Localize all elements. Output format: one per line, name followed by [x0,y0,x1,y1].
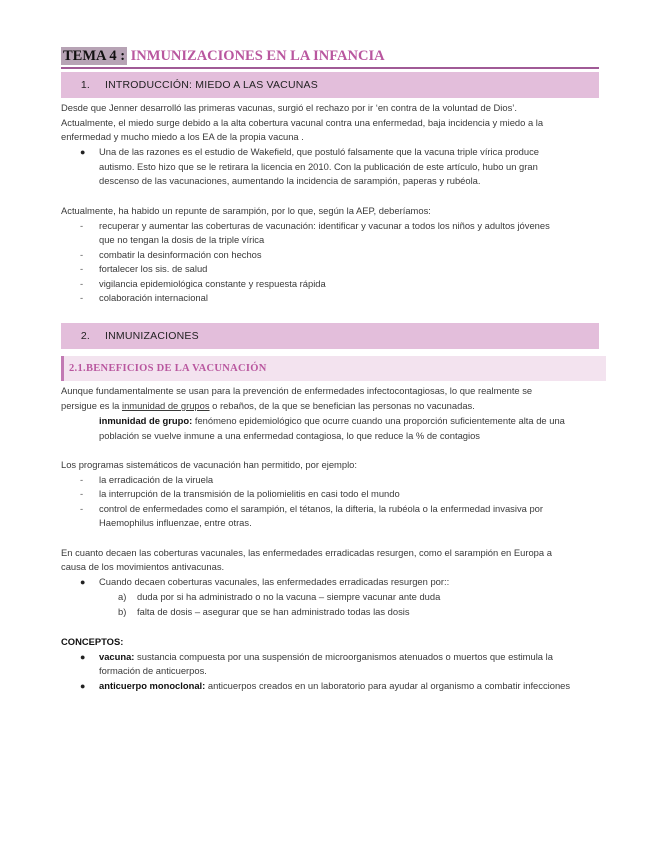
sub-item-text: falta de dosis – asegurar que se han administrado todas las dosis [137,606,410,617]
section-2-number: 2. [80,330,90,342]
concept-item: vacuna: sustancia compuesta por una suspensión de microorganismos atenuados o muertos que estimula la [99,651,553,662]
dash-marker: - [80,488,84,499]
concept-item: anticuerpo monoclonal: anticuerpos creados en un laboratorio para ayudar al organismo a combatir infecciones [99,680,571,691]
benefits-paragraph-line: Aunque fundamentalmente se usan para la prevención de enfermedades infectocontagiosas, lo que realmente se [61,385,533,396]
section-2-title: INMUNIZACIONES [105,330,199,342]
programs-list-item: Haemophilus influenzae, entre otras. [99,517,252,528]
aep-list-item: colaboración internacional [99,292,208,303]
programs-list-item: la interrupción de la transmisión de la poliomielitis en casi todo el mundo [99,488,400,499]
definition-line: inmunidad de grupo: fenómeno epidemiológico que ocurre cuando una proporción suficientemente alta de una [99,415,565,426]
aep-list-item: fortalecer los sis. de salud [99,263,208,274]
section-2-heading [61,323,599,349]
concept-term: vacuna: [99,651,135,662]
concept-item-continuation: formación de anticuerpos. [99,665,207,676]
bullet-icon: ● [80,652,86,662]
bullet-icon: ● [80,681,86,691]
coverage-bullet: Cuando decaen coberturas vacunales, las enfermedades erradicadas resurgen por:: [99,576,450,587]
intro-paragraph-line: enfermedad y mucho miedo a los EA de la propia vacuna . [61,131,304,142]
aep-list-item: que no tengan la dosis de la triple vírica [99,234,265,245]
sub-item-marker: a) [118,591,127,602]
programs-list-item: la erradicación de la viruela [99,474,214,485]
wakefield-bullet-line: Una de las razones es el estudio de Wakefield, que postuló falsamente que la vacuna triple vírica produce [99,146,540,157]
herd-immunity-term: inmunidad de grupos [121,400,210,411]
dash-marker: - [80,220,84,231]
coverage-paragraph-line: En cuanto decaen las coberturas vacunales, las enfermedades erradicadas resurgen, como el sarampión en Europa a [61,547,552,558]
intro-paragraph-line: Actualmente, el miedo surge debido a la alta cobertura vacunal contra una enfermedad, baja incidencia y miedo a la [61,117,544,128]
aep-list-item: vigilancia epidemiológica constante y respuesta rápida [99,278,326,289]
dash-marker: - [80,249,84,260]
subsection-2-1-heading: 2.1.BENEFICIOS DE LA VACUNACIÓN [61,356,606,381]
section-1-title: INTRODUCCIÓN: MIEDO A LAS VACUNAS [105,79,318,91]
bullet-icon: ● [80,147,86,157]
definition-line: población se vuelve inmune a una enfermedad contagiosa, lo que reduce la % de contagios [99,430,480,441]
dash-marker: - [80,278,84,289]
aep-list-item: combatir la desinformación con hechos [99,249,262,260]
benefits-paragraph-line: persigue es la inmunidad de grupos o rebaños, de la que se benefician las personas no vacunadas. [61,400,475,411]
definition-term: inmunidad de grupo: [99,415,193,426]
section-1-number: 1. [80,79,90,91]
dash-marker: - [80,263,84,274]
page-title [61,45,599,69]
title-text: INMUNIZACIONES EN LA INFANCIA [130,48,385,64]
aep-paragraph: Actualmente, ha habido un repunte de sarampión, por lo que, según la AEP, deberíamos: [61,205,431,216]
wakefield-bullet-line: autismo. Esto hizo que se le retirara la licencia en 2010. Con la publicación de este artículo, hubo un gran [99,161,538,172]
coverage-paragraph-line: causa de los movimientos antivacunas. [61,561,225,572]
sub-item-marker: b) [118,606,127,617]
concept-term: anticuerpo monoclonal: [99,680,206,691]
section-1-heading [61,72,599,98]
dash-marker: - [80,474,84,485]
wakefield-bullet-line: descenso de las vacunaciones, aumentando la incidencia de sarampión, paperas y rubéola. [99,175,481,186]
programs-list-item: control de enfermedades como el sarampión, el tétanos, la difteria, la rubéola o la enfermedad invasiva por [99,503,544,514]
title-number: TEMA 4 : [63,48,126,64]
programs-paragraph: Los programas sistemáticos de vacunación han permitido, por ejemplo: [61,459,357,470]
dash-marker: - [80,292,84,303]
bullet-icon: ● [80,577,86,587]
dash-marker: - [80,503,84,514]
concepts-heading: CONCEPTOS: [61,636,124,647]
intro-paragraph-line: Desde que Jenner desarrolló las primeras vacunas, surgió el rechazo por ir ‘en contra de la voluntad de Dios’. [61,102,517,113]
sub-item-text: duda por si ha administrado o no la vacuna – siempre vacunar ante duda [137,591,441,602]
aep-list-item: recuperar y aumentar las coberturas de vacunación: identificar y vacunar a todos los niños y adultos jóvenes [99,220,550,231]
